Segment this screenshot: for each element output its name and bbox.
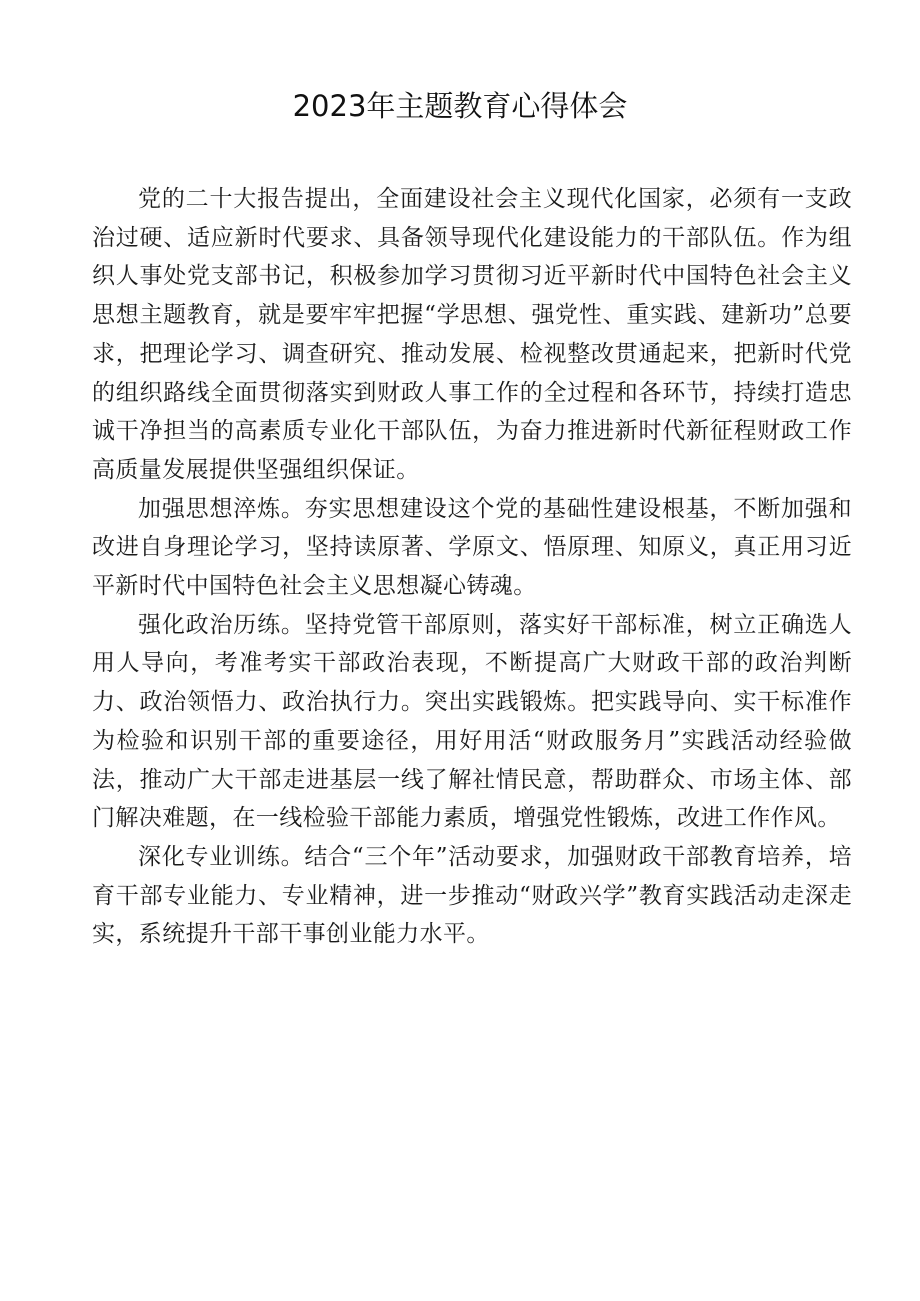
paragraph-professional-training: 深化专业训练。结合“三个年”活动要求，加强财政干部教育培养，培育干部专业能力、专业精神，进一步推动“财政兴学”教育实践活动走深走实，系统提升干部干事创业能力水平。 — [92, 843, 852, 948]
document-body — [92, 180, 852, 954]
paragraph-political-training: 强化政治历练。坚持党管干部原则，落实好干部标准，树立正确选人用人导向，考准考实干部政治表现，不断提高广大财政干部的政治判断力、政治领悟力、政治执行力。突出实践锻炼。把实践导向、实干标准作为检验和识别干部的重要途径，用好用活“财政服务月”实践活动经验做法，推动广大干部走进基层一线了解社情民意，帮助群众、市场主体、部门解决难题，在一线检验干部能力素质，增强党性锻炼，改进工作作风。 — [92, 611, 852, 832]
paragraph-intro: 党的二十大报告提出，全面建设社会主义现代化国家，必须有一支政治过硬、适应新时代要求、具备领导现代化建设能力的干部队伍。作为组织人事处党支部书记，积极参加学习贯彻习近平新时代中国特色社会主义思想主题教育，就是要牢牢把握“学思想、强党性、重实践、建新功”总要求，把理论学习、调查研究、推动发展、检视整改贯通起来，把新时代党的组织路线全面贯彻落实到财政人事工作的全过程和各环节，持续打造忠诚干净担当的高素质专业化干部队伍，为奋力推进新时代新征程财政工作高质量发展提供坚强组织保证。 — [92, 186, 852, 483]
paragraph-thought-tempering: 加强思想淬炼。夯实思想建设这个党的基础性建设根基，不断加强和改进自身理论学习，坚持读原著、学原文、悟原理、知原义，真正用习近平新时代中国特色社会主义思想凝心铸魂。 — [92, 495, 852, 600]
document-title: 2023年主题教育心得体会 — [292, 89, 628, 123]
